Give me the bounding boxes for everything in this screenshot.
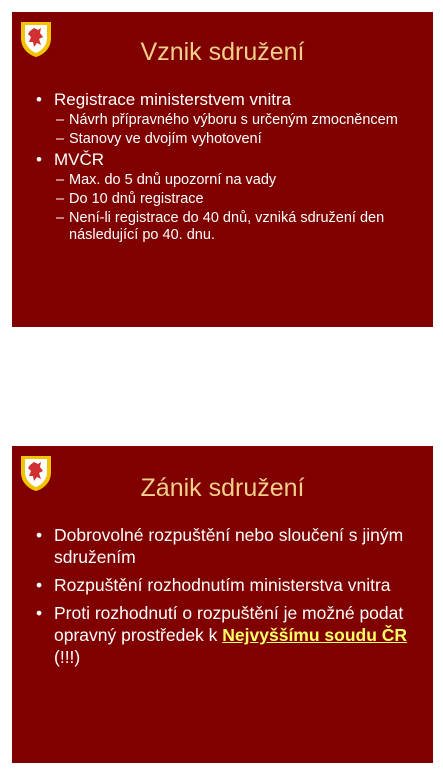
- list-item-text: Rozpuštění rozhodnutím ministerstva vnitra: [54, 575, 391, 595]
- sub-list-item-text: Max. do 5 dnů upozorní na vady: [69, 172, 277, 188]
- sub-list-item-text: Do 10 dnů registrace: [69, 191, 204, 207]
- slide-title: Vznik sdružení: [140, 38, 305, 66]
- list-item-text: Proti rozhodnutí o rozpuštění je možné podat opravný prostředek k: [54, 603, 404, 645]
- bullet-icon: •: [36, 90, 42, 109]
- sub-list-item-text: Návrh přípravného výboru s určeným zmocněncem: [69, 112, 398, 128]
- sub-list-item: [54, 191, 426, 208]
- dash-icon: –: [56, 191, 65, 207]
- sub-list-item-text: Stanovy ve dvojím vyhotovení: [69, 131, 262, 147]
- sub-list-item: [54, 131, 426, 148]
- sub-list-item-text: Není-li registrace do 40 dnů, vzniká sdružení den následující po 40. dnu.: [69, 210, 385, 243]
- list-item: [34, 602, 426, 668]
- bullet-icon: •: [36, 150, 42, 169]
- slide-title: Zánik sdružení: [140, 474, 305, 502]
- list-item-text: MVČR: [54, 150, 105, 169]
- list-item-suffix: (!!!): [54, 647, 81, 667]
- list-item: [34, 574, 426, 596]
- dash-icon: –: [56, 112, 65, 128]
- bullet-list: [34, 524, 426, 674]
- list-item: [34, 90, 426, 148]
- sub-list-item: [54, 172, 426, 189]
- sub-list-item: [54, 210, 426, 244]
- dash-icon: –: [56, 172, 65, 188]
- bullet-list: [34, 90, 426, 246]
- list-item: [34, 524, 426, 568]
- list-item-text: Registrace ministerstvem vnitra: [54, 90, 292, 109]
- sub-list-item: [54, 112, 426, 129]
- slide-vznik: [12, 12, 433, 327]
- bullet-icon: •: [36, 575, 43, 595]
- sub-list: [54, 112, 426, 148]
- list-item-text: Dobrovolné rozpuštění nebo sloučení s jiným sdružením: [54, 525, 404, 567]
- slide-zanik: [12, 446, 433, 763]
- supreme-court-link[interactable]: Nejvyššímu soudu ČR: [222, 625, 408, 645]
- list-item: [34, 150, 426, 244]
- bullet-icon: •: [36, 603, 43, 623]
- sub-list: [54, 172, 426, 244]
- bullet-icon: •: [36, 525, 43, 545]
- dash-icon: –: [56, 210, 65, 226]
- dash-icon: –: [56, 131, 65, 147]
